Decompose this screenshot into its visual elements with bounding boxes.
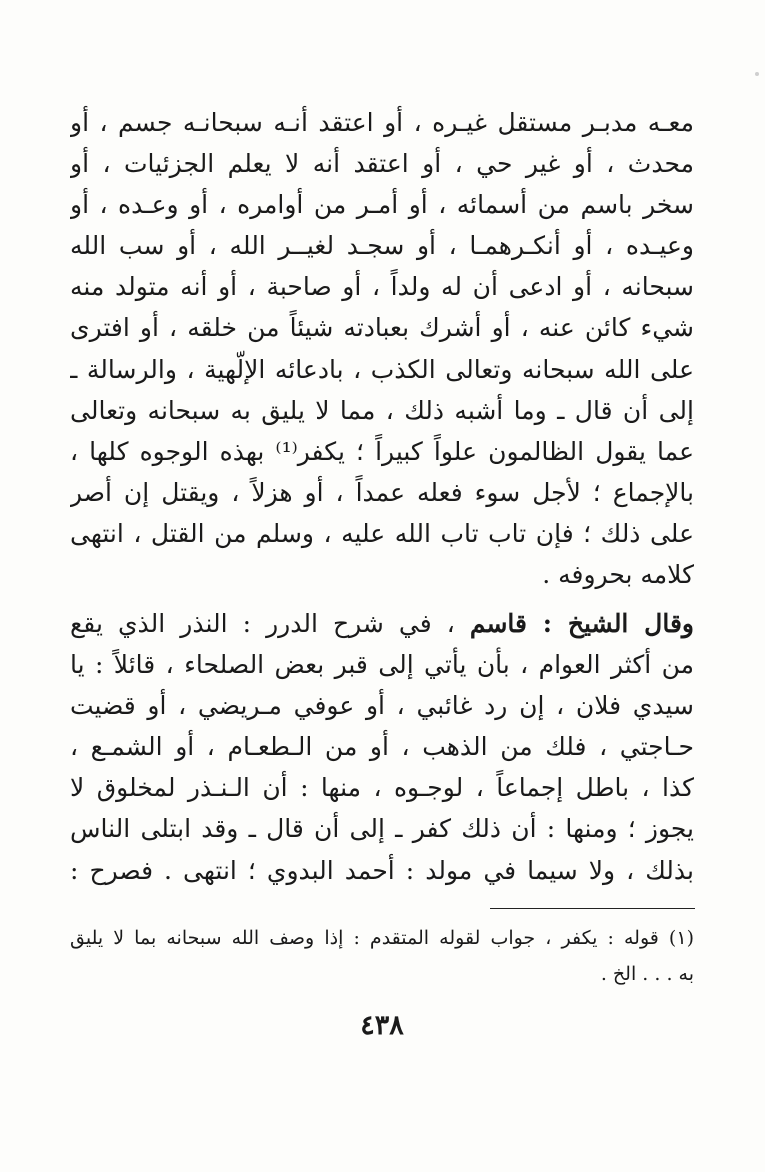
- page-number: ٤٣٨: [360, 1010, 404, 1041]
- text-line: على الله سبحانه وتعالى الكذب ، بادعائه الإلّهية ، والرسالة ـ: [70, 354, 694, 384]
- text-line: شيء كائن عنه ، أو أشرك بعبادته شيئاً من خلقه ، أو افترى: [70, 313, 694, 343]
- text-line: على ذلك ؛ فإن تاب تاب الله عليه ، وسلم من القتل ، انتهى: [70, 518, 694, 548]
- main-paragraph: [70, 102, 694, 595]
- text-line: عما يقول الظالمون علواً كبيراً ؛ يكفر⁽¹⁾ بهذه الوجوه كلها ،: [70, 436, 694, 466]
- text-line: كلامه بحروفه .: [542, 560, 694, 590]
- footnote-line: به . . . الخ .: [600, 963, 694, 985]
- text-line: سيدي فلان ، إن رد غائبي ، أو عوفي مـريضي ، أو قضيت: [70, 691, 694, 721]
- text-line: كذا ، باطل إجماعاً ، لوجـوه ، منها : أن الـنـذر لمخلوق لا: [70, 773, 694, 803]
- lead-text: ، في شرح الدرر : النذر الذي يقع: [70, 609, 470, 638]
- text-line: وعيـده ، أو أنكـرهمـا ، أو سجـد لغيــر الله ، أو سب الله: [70, 231, 694, 261]
- text-line: إلى أن قال ـ وما أشبه ذلك ، مما لا يليق به سبحانه وتعالى: [70, 395, 694, 425]
- text-line: يجوز ؛ ومنها : أن ذلك كفر ـ إلى أن قال ـ وقد ابتلى الناس: [70, 814, 694, 844]
- footnote: [70, 920, 694, 992]
- text-line: من أكثر العوام ، بأن يأتي إلى قبر بعض الصلحاء ، قائلاً : يا: [70, 650, 694, 680]
- text-line: بالإجماع ؛ لأجل سوء فعله عمداً ، أو هزلاً ، ويقتل إن أصر: [70, 477, 694, 507]
- text-line: بذلك ، ولا سيما في مولد : أحمد البدوي ؛ انتهى . فصرح :: [70, 855, 694, 885]
- speaker-name: وقال الشيخ : قاسم: [469, 609, 694, 638]
- second-paragraph: [70, 603, 694, 891]
- text-line: سخر باسم من أسمائه ، أو أمـر من أوامره ، أو وعـده ، أو: [70, 190, 694, 220]
- scan-speck: [755, 72, 759, 76]
- text-line: حـاجتي ، فلك من الذهب ، أو من الـطعـام ، أو الشمـع ،: [70, 732, 694, 762]
- footnote-divider: [490, 908, 695, 909]
- text-line-lead: [70, 603, 694, 644]
- text-line: محدث ، أو غير حي ، أو اعتقد أنه لا يعلم الجزئيات ، أو: [70, 149, 694, 179]
- text-line: معـه مدبـر مستقل غيـره ، أو اعتقد أنـه سبحانـه جسم ، أو: [70, 108, 694, 137]
- text-line: سبحانه ، أو ادعى أن له ولداً ، أو صاحبة ، أو أنه متولد منه: [70, 272, 694, 302]
- footnote-line: (١) قوله : يكفر ، جواب لقوله المتقدم : إذا وصف الله سبحانه بما لا يليق: [70, 927, 694, 949]
